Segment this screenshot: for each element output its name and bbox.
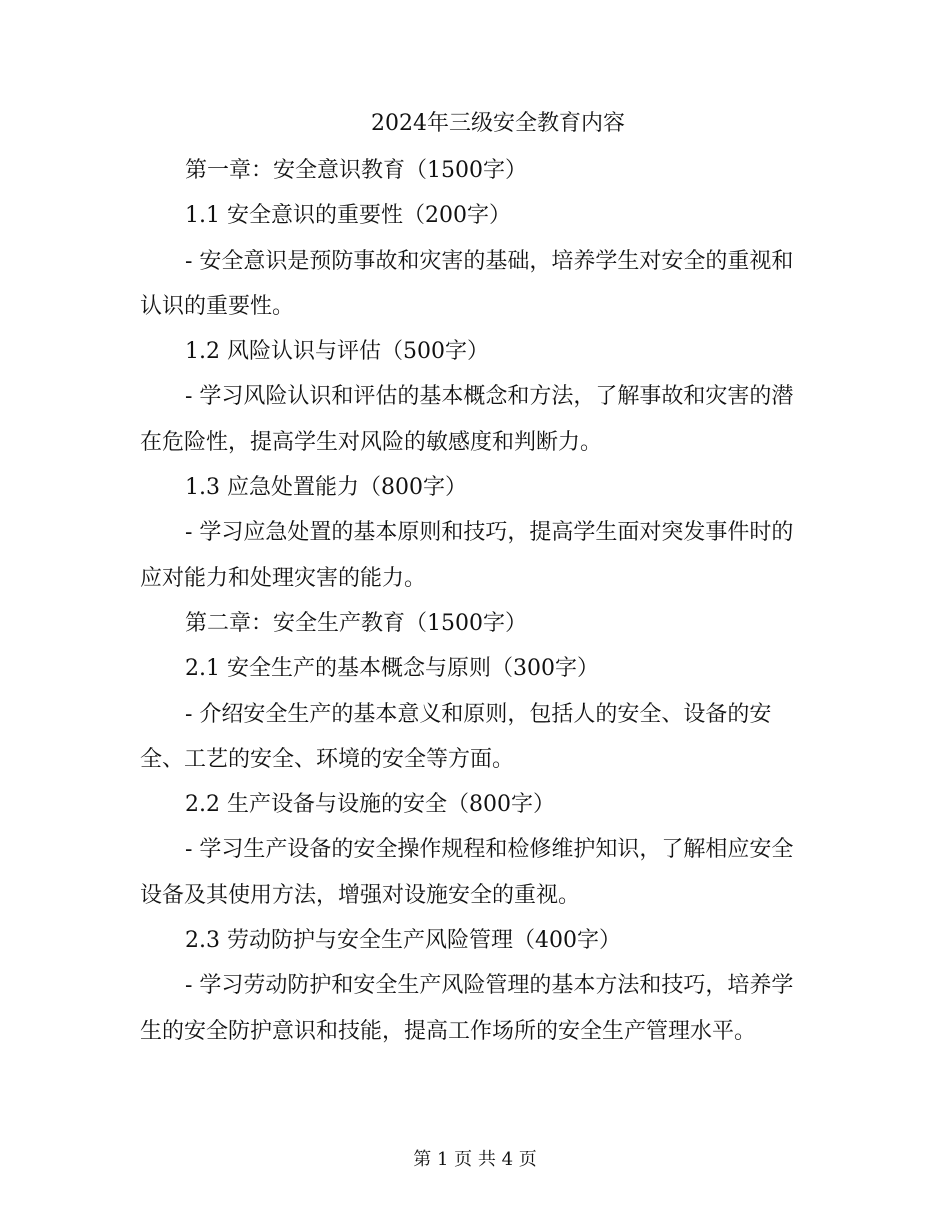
- document-title: 2024年三级安全教育内容: [371, 111, 625, 136]
- page-number-label: 第 1 页 共 4 页: [413, 1149, 537, 1170]
- section-2-3-heading: 2.3 劳动防护与安全生产风险管理（400字）: [185, 928, 621, 954]
- section-2-2-heading: 2.2 生产设备与设施的安全（800字）: [185, 792, 555, 818]
- section-2-1-heading: 2.1 安全生产的基本概念与原则（300字）: [185, 656, 599, 682]
- section-1-3-heading: 1.3 应急处置能力（800字）: [185, 475, 467, 501]
- section-1-1-text: - 安全意识是预防事故和灾害的基础，培养学生对安全的重视和认识的重要性。: [140, 248, 794, 319]
- section-1-2-heading: 1.2 风险认识与评估（500字）: [185, 339, 489, 365]
- page-footer: [0, 1143, 950, 1177]
- section-2-2-text: - 学习生产设备的安全操作规程和检修维护知识，了解相应安全设备及其使用方法，增强对设施安全的重视。: [140, 837, 794, 908]
- section-2-3-text: - 学习劳动防护和安全生产风险管理的基本方法和技巧，培养学生的安全防护意识和技能，提高工作场所的安全生产管理水平。: [140, 973, 794, 1044]
- chapter-1-heading: 第一章：安全意识教育（1500字）: [185, 158, 527, 183]
- section-2-1-text: - 介绍安全生产的基本意义和原则，包括人的安全、设备的安全、工艺的安全、环境的安全等方面。: [140, 701, 772, 772]
- chapter-2-heading: 第二章：安全生产教育（1500字）: [185, 610, 527, 636]
- section-1-1-heading: 1.1 安全意识的重要性（200字）: [185, 203, 511, 229]
- document-body: [140, 148, 800, 1054]
- section-1-3-text: - 学习应急处置的基本原则和技巧，提高学生面对突发事件时的应对能力和处理灾害的能力。: [140, 520, 794, 591]
- section-1-2-text: - 学习风险认识和评估的基本概念和方法，了解事故和灾害的潜在危险性，提高学生对风险的敏感度和判断力。: [140, 384, 794, 455]
